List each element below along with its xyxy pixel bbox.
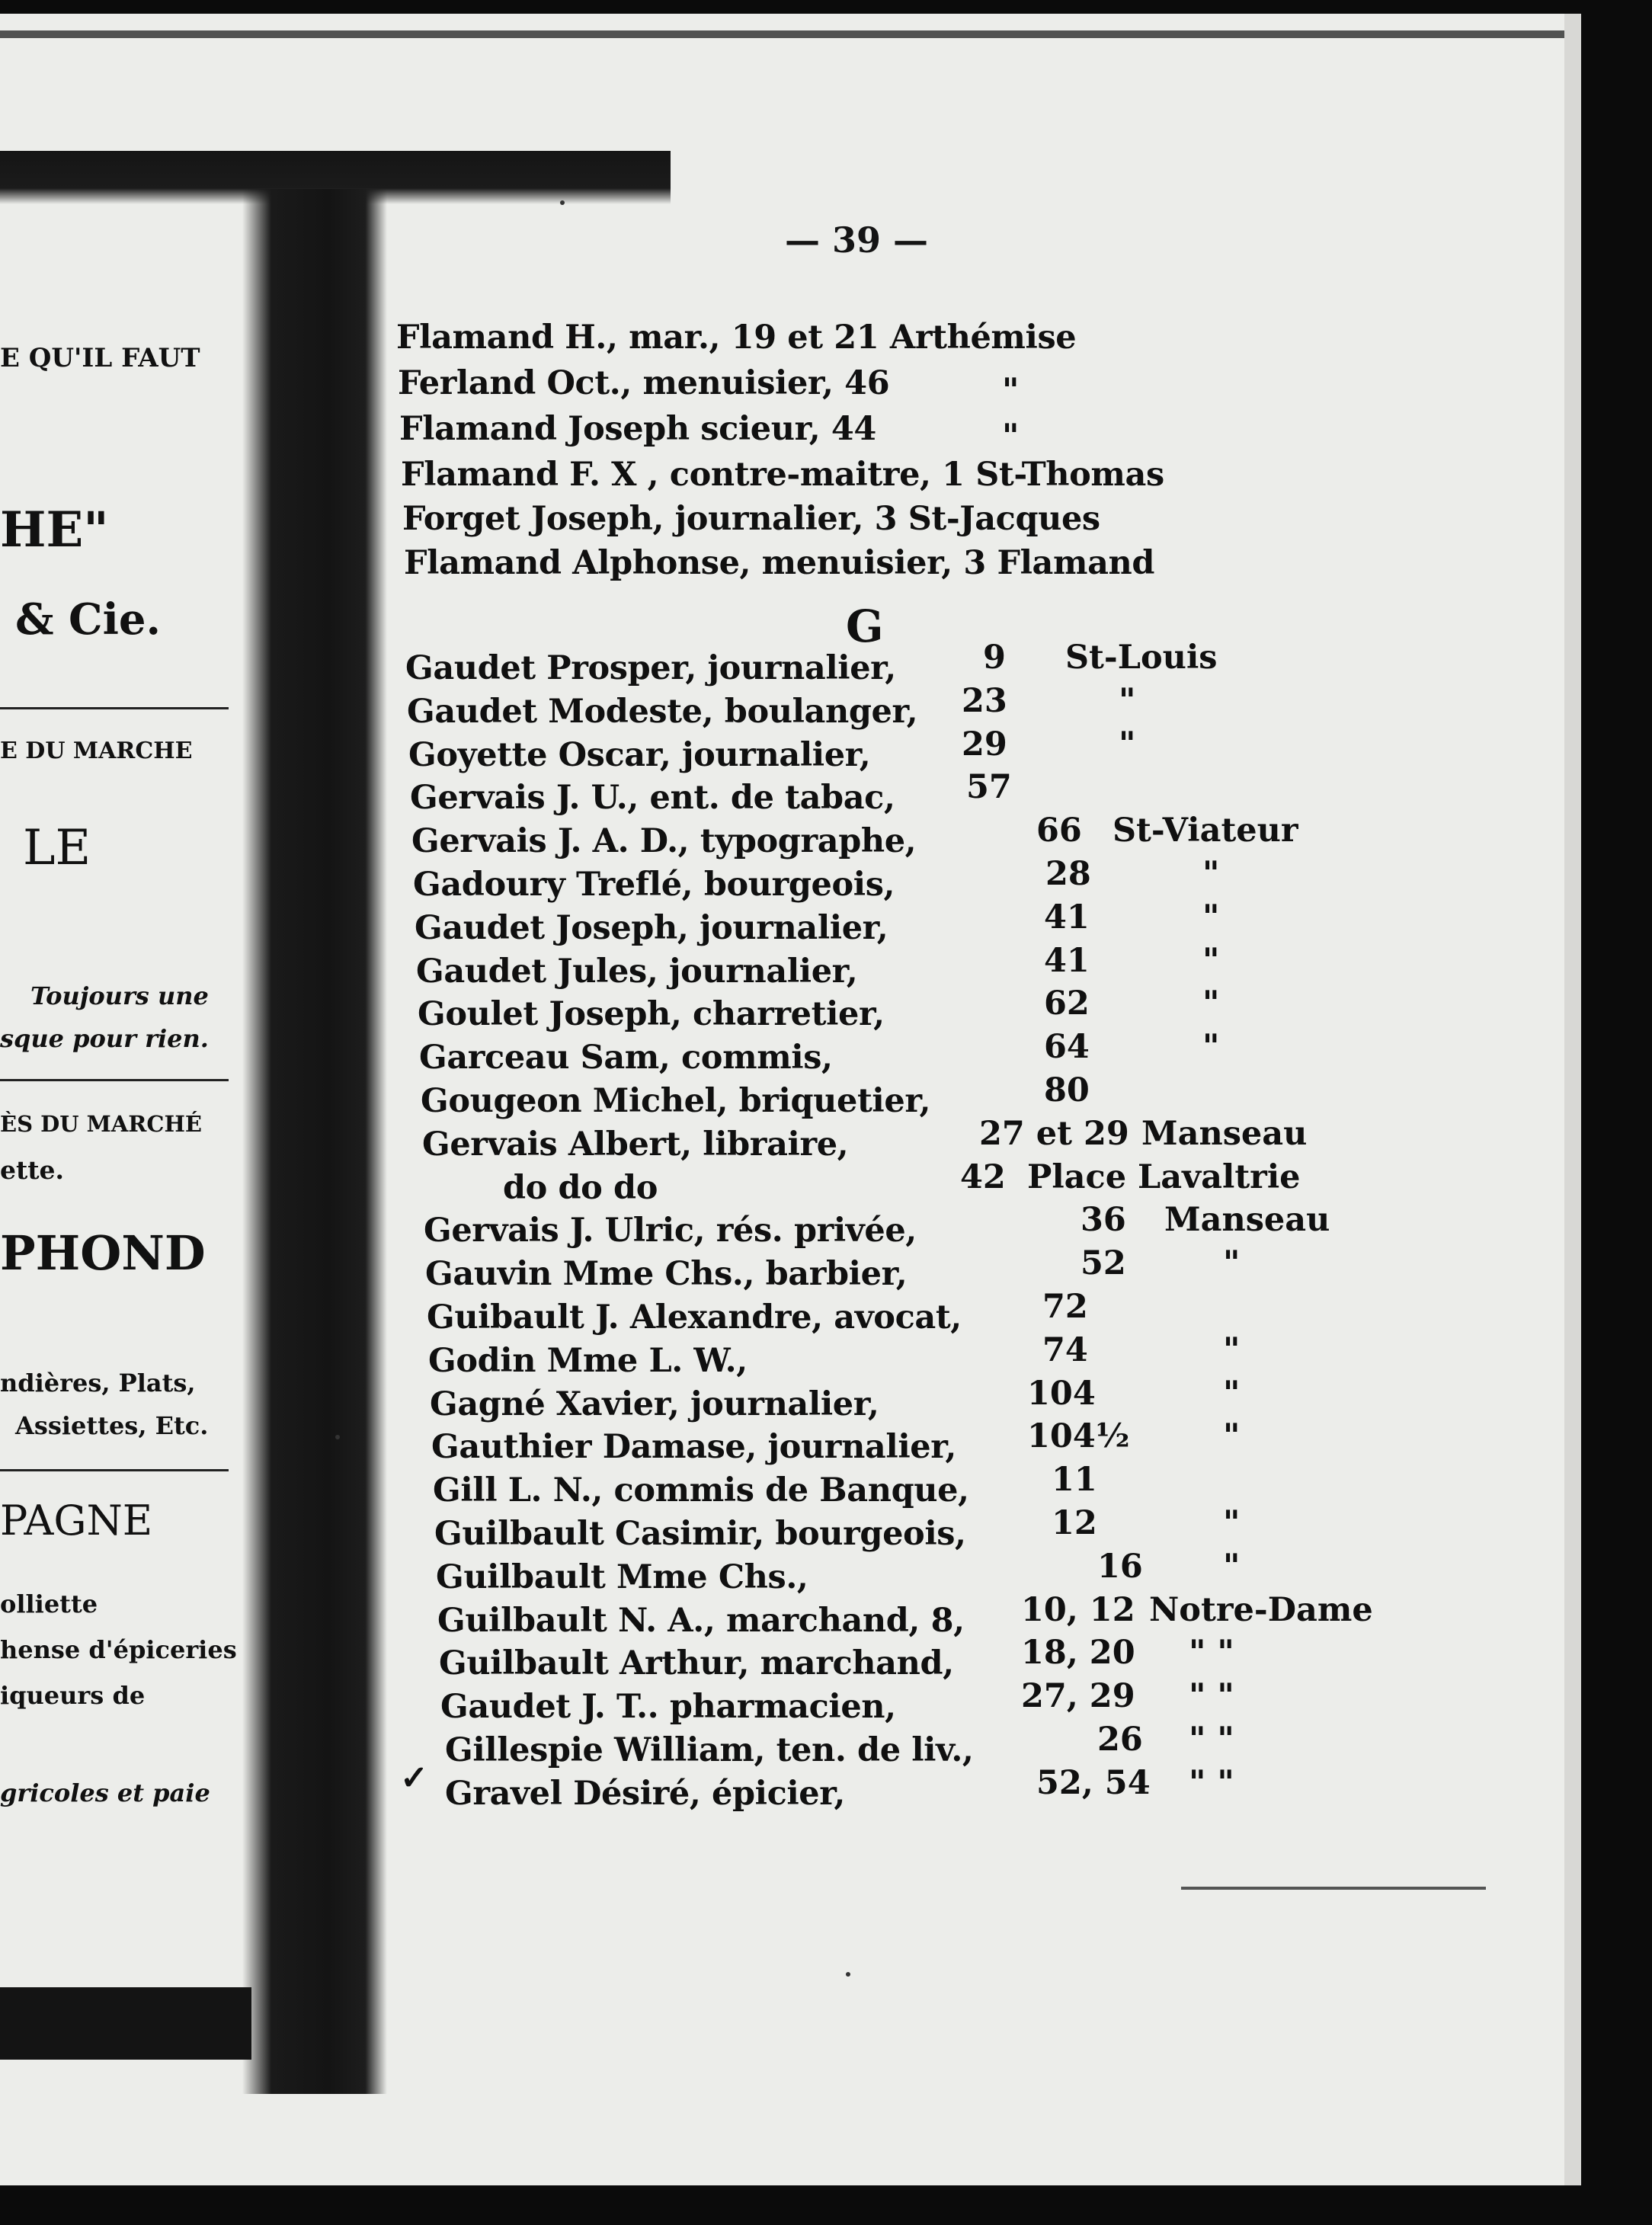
- left-line: LE: [23, 820, 91, 876]
- entry-street: ": [1202, 941, 1220, 980]
- directory-entry: Gervais J. U., ent. de tabac,: [410, 779, 895, 818]
- entry-street: " ": [1189, 1763, 1234, 1802]
- entry-number: 23: [962, 681, 1007, 720]
- entry-number: 72: [1042, 1288, 1088, 1326]
- section-letter: G: [846, 600, 884, 652]
- entry-number: 62: [1044, 984, 1090, 1023]
- entry-number: 26: [1097, 1721, 1143, 1759]
- entry-number: 66: [1036, 812, 1082, 850]
- directory-entry: Gaudet Jules, journalier,: [416, 952, 858, 991]
- directory-entry: Gaudet Prosper, journalier,: [405, 649, 896, 687]
- entry-number: 28: [1045, 855, 1091, 893]
- directory-entry: Gagné Xavier, journalier,: [430, 1385, 879, 1423]
- entry-street: St-Viateur: [1113, 812, 1298, 850]
- entry-street: Place Lavaltrie: [1027, 1157, 1301, 1196]
- binding-shadow: [242, 189, 387, 2094]
- entry-street: " ": [1189, 1721, 1234, 1759]
- entry-number: 80: [1044, 1071, 1090, 1109]
- left-rule: [0, 707, 229, 709]
- right-margin: [1564, 14, 1581, 2185]
- entry-street: ": [1202, 1028, 1220, 1067]
- entry-street: ": [1119, 725, 1136, 764]
- entry-number: 74: [1042, 1330, 1088, 1369]
- entry-number: 12: [1052, 1504, 1097, 1542]
- entry-number: 9: [983, 639, 1006, 677]
- entry-street: ": [1202, 984, 1220, 1023]
- directory-entry: Guilbault Arthur, marchand,: [439, 1644, 954, 1683]
- bottom-rule: [1181, 1887, 1486, 1890]
- entry-number: 11: [1052, 1461, 1097, 1500]
- speck: [846, 1972, 850, 1977]
- entry-street: " ": [1189, 1677, 1234, 1716]
- directory-entry: Gauvin Mme Chs., barbier,: [425, 1255, 908, 1294]
- left-line: E QU'IL FAUT: [0, 343, 200, 373]
- entry-number: 29: [962, 725, 1007, 764]
- entry-number: 52, 54: [1036, 1763, 1151, 1802]
- directory-entry: Flamand H., mar., 19 et 21 Arthémise: [396, 319, 1077, 357]
- entry-number: 42: [960, 1157, 1006, 1196]
- entry-street: St-Louis: [1065, 639, 1218, 677]
- directory-entry: Forget Joseph, journalier, 3 St-Jacques: [402, 500, 1100, 538]
- entry-number: 18, 20: [1021, 1634, 1135, 1673]
- page-number: — 39 —: [785, 219, 929, 261]
- entry-number: 27, 29: [1021, 1677, 1135, 1716]
- left-line: HE": [0, 501, 109, 559]
- directory-entry: Gougeon Michel, briquetier,: [421, 1082, 931, 1120]
- directory-entry: Gervais J. Ulric, rés. privée,: [424, 1212, 917, 1250]
- entry-street: ": [1202, 855, 1220, 893]
- directory-entry: Garceau Sam, commis,: [419, 1039, 833, 1077]
- entry-street: ": [1002, 418, 1020, 456]
- left-line: hense d'épiceries: [0, 1635, 237, 1664]
- directory-entry: Gervais Albert, libraire,: [422, 1125, 849, 1164]
- left-rule: [0, 1469, 229, 1471]
- entry-street: Manseau: [1141, 1114, 1308, 1153]
- directory-entry: Flamand F. X , contre-maitre, 1 St-Thomas: [401, 456, 1164, 494]
- directory-entry: Guilbault N. A., marchand, 8,: [437, 1601, 965, 1640]
- directory-entry: Gaudet Modeste, boulanger,: [407, 692, 918, 731]
- directory-page: [0, 14, 1581, 2185]
- entry-number: 41: [1044, 941, 1090, 980]
- left-line: PHOND: [0, 1225, 206, 1281]
- directory-entry: Gravel Désiré, épicier,: [445, 1774, 845, 1813]
- entry-number: 10, 12: [1021, 1590, 1135, 1629]
- directory-entry: Gervais J. A. D., typographe,: [411, 822, 917, 861]
- directory-entry: Flamand Alphonse, menuisier, 3 Flamand: [404, 544, 1155, 582]
- entry-number: 27 et 29: [979, 1114, 1129, 1153]
- left-rule: [0, 1079, 229, 1081]
- entry-number: 52: [1081, 1244, 1126, 1283]
- left-line: Assiettes, Etc.: [15, 1411, 209, 1440]
- check-mark: ✓: [400, 1759, 428, 1798]
- left-page-fragment: [0, 14, 244, 2185]
- entry-street: ": [1223, 1244, 1241, 1283]
- left-line: gricoles et paie: [0, 1778, 210, 1807]
- directory-entry: Gillespie William, ten. de liv.,: [445, 1731, 974, 1769]
- entry-number: 16: [1097, 1547, 1143, 1586]
- directory-entry: Gaudet J. T.. pharmacien,: [440, 1688, 896, 1727]
- directory-entry: Flamand Joseph scieur, 44: [399, 410, 876, 448]
- entry-street: ": [1202, 898, 1220, 936]
- entry-street: ": [1223, 1417, 1241, 1456]
- entry-street: " ": [1189, 1634, 1234, 1673]
- left-line: ÈS DU MARCHÉ: [0, 1111, 202, 1137]
- entry-number: 104½: [1027, 1417, 1130, 1456]
- entry-number: 104: [1027, 1374, 1096, 1413]
- entry-street: ": [1223, 1374, 1241, 1413]
- entry-street: ": [1223, 1504, 1241, 1542]
- directory-entry: Ferland Oct., menuisier, 46: [398, 364, 890, 402]
- left-line: ndières, Plats,: [0, 1369, 196, 1397]
- left-line: iqueurs de: [0, 1681, 146, 1710]
- entry-number: 36: [1081, 1201, 1126, 1240]
- entry-street: Notre-Dame: [1149, 1590, 1373, 1629]
- entry-number: 57: [966, 768, 1012, 807]
- directory-entry: Guilbault Casimir, bourgeois,: [434, 1515, 966, 1553]
- directory-entry: Godin Mme L. W.,: [428, 1341, 748, 1380]
- left-line: ette.: [0, 1155, 64, 1185]
- entry-street: ": [1223, 1330, 1241, 1369]
- entry-street: ": [1119, 681, 1136, 720]
- directory-entry: Goulet Joseph, charretier,: [418, 995, 885, 1034]
- directory-entry: Guilbault Mme Chs.,: [436, 1558, 808, 1596]
- speck: [560, 200, 565, 205]
- left-line: Toujours une: [30, 981, 209, 1010]
- directory-entry: Guibault J. Alexandre, avocat,: [427, 1298, 962, 1337]
- entry-street: Manseau: [1164, 1201, 1330, 1240]
- left-line: olliette: [0, 1590, 98, 1618]
- directory-entry: Gadoury Treflé, bourgeois,: [413, 866, 895, 904]
- entry-number: 64: [1044, 1028, 1090, 1067]
- directory-entry: do do do: [503, 1168, 658, 1207]
- left-line: PAGNE: [0, 1497, 153, 1545]
- left-line: & Cie.: [15, 594, 162, 645]
- directory-entry: Goyette Oscar, journalier,: [408, 735, 871, 774]
- entry-street: ": [1002, 372, 1020, 410]
- directory-entry: Gill L. N., commis de Banque,: [433, 1471, 969, 1510]
- directory-entry: Gauthier Damase, journalier,: [431, 1428, 956, 1467]
- left-line: E DU MARCHE: [0, 738, 193, 764]
- directory-entry: Gaudet Joseph, journalier,: [415, 908, 888, 947]
- entry-number: 41: [1044, 898, 1090, 936]
- entry-street: ": [1223, 1547, 1241, 1586]
- left-line: sque pour rien.: [0, 1024, 209, 1053]
- speck: [335, 1435, 340, 1439]
